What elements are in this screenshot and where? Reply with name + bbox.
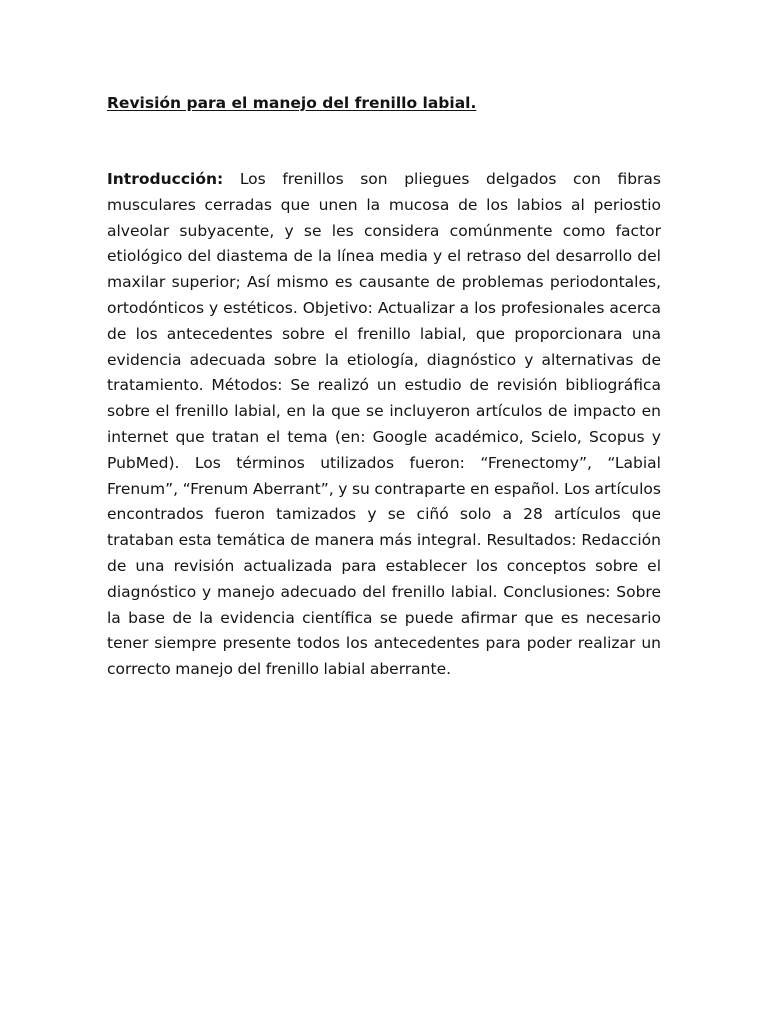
introduction-paragraph [107,167,661,683]
introduction-label: Introducción: [107,170,224,188]
document-title: Revisión para el manejo del frenillo labial. [107,94,477,112]
introduction-text: Los frenillos son pliegues delgados con fibras musculares cerradas que unen la mucosa de los labios al periostio alveolar subyacente, y se les considera comúnmente como factor etiológico del diastema de la línea media y el retraso del desarrollo del maxilar superior; Así mismo es causante de problemas periodontales, ortodónticos y estéticos. Objetivo: Actualizar a los profesionales acerca de los antecedentes sobre el frenillo labial, que proporcionara una evidencia adecuada sobre la etiología, diagnóstico y alternativas de tratamiento. Métodos: Se realizó un estudio de revisión bibliográfica sobre el frenillo labial, en la que se incluyeron artículos de impacto en internet que tratan el tema (en: Google académico, Scielo, Scopus y PubMed). Los términos utilizados fueron: “Frenectomy”, “Labial Frenum”, “Frenum Aberrant”, y su contraparte en español. Los artículos encontrados fueron tamizados y se ciñó solo a 28 artículos que trataban esta temática de manera más integral. Resultados: Redacción de una revisión actualizada para establecer los conceptos sobre el diagnóstico y manejo adecuado del frenillo labial. Conclusiones: Sobre la base de la evidencia científica se puede afirmar que es necesario tener siempre presente todos los antecedentes para poder realizar un correcto manejo del frenillo labial aberrante. [107,170,661,679]
